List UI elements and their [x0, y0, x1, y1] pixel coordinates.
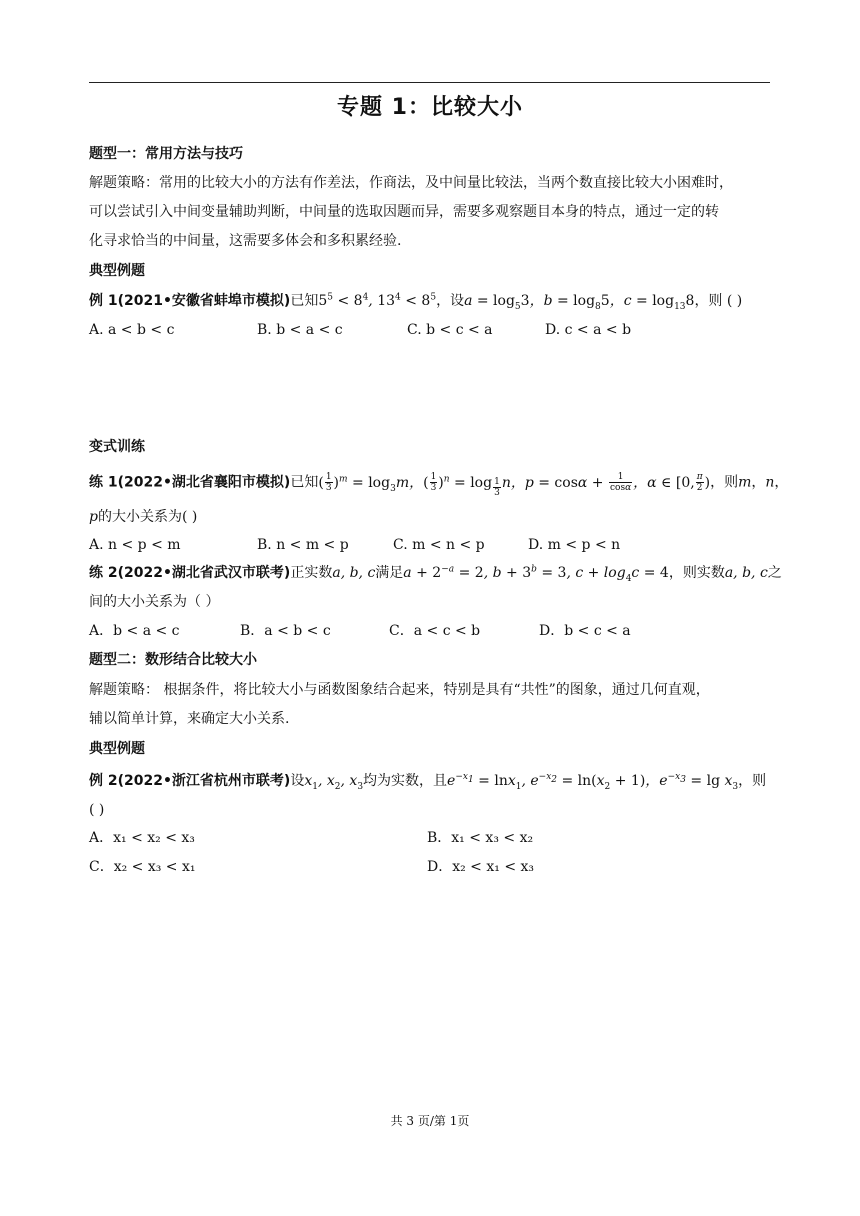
example1-option-c[interactable]: C. b < c < a [407, 322, 493, 338]
typical-heading-2: 典型例题 [89, 741, 145, 757]
practice1-option-d[interactable]: D. m < p < n [528, 537, 621, 553]
example2-source: (2022•浙江省杭州市联考) [117, 773, 291, 789]
example2-option-a[interactable]: A．x₁ < x₂ < x₃ [89, 830, 195, 846]
practice2-stem: 练 2(2022•湖北省武汉市联考)正实数a, b, c满足$a + 2^{-a} = 2$, $b + 3^b = 3$, $c + \log_4c = 4$，则实数a, b, c之 [89, 564, 782, 584]
practice2-source: (2022•湖北省武汉市联考) [117, 565, 291, 581]
page-footer: 共 3 页/第 1页 [390, 1114, 470, 1128]
strategy1-line1: 解题策略：常用的比较大小的方法有作差法，作商法，及中间量比较法，当两个数直接比较大小困难时， [89, 175, 733, 191]
example2-line2: ( ) [89, 802, 105, 818]
practice2-option-b[interactable]: B．a < b < c [240, 623, 331, 639]
practice1-option-b[interactable]: B. n < m < p [257, 537, 349, 553]
example1-option-b[interactable]: B. b < a < c [257, 322, 343, 338]
strategy1-line2: 可以尝试引入中间变量辅助判断，中间量的选取因题而异，需要多观察题目本身的特点，通过一定的转 [89, 204, 719, 220]
typical-heading-1: 典型例题 [89, 263, 145, 279]
practice1-source: (2022•湖北省襄阳市模拟) [117, 474, 291, 491]
practice1-stem: 练 1(2022•湖北省襄阳市模拟)已知( $\frac{1}{3}$ )$^m = \log_3m$，( $\frac{1}{3}$ )$^n$ = log $_{\frac{1}{3}}$ n，p = cosα + $\frac{1}{\cos\alpha}$ ，α ∈ [0, $\frac{\pi}{2}$ )，则m，n， [89, 472, 789, 499]
example2-stem: 例 2(2022•浙江省杭州市联考)设$x_1$, $x_2$, $x_3$均为实数，且$e^{-x_1} = \ln x_1$, $e^{-x_2} = \ln(x_2 + 1)$，$e^{-x_3} = \lg x_3$，则 [89, 772, 767, 792]
practice1-label: 练 1 [89, 474, 118, 491]
example1-defs: $a = \log_53$，$b = \log_85$，$c = \log_{13}8$ [464, 293, 695, 312]
practice1-line2: p的大小关系为( ) [89, 509, 198, 525]
section1-heading: 题型一：常用方法与技巧 [89, 146, 243, 162]
example1-label: 例 1 [89, 293, 118, 309]
example1-option-d[interactable]: D. c < a < b [545, 322, 632, 338]
practice2-option-c[interactable]: C．a < c < b [389, 623, 481, 639]
practice2-label: 练 2 [89, 565, 118, 581]
example1-given: $5^5 < 8^4$, $13^4 < 8^5$ [318, 292, 437, 309]
practice2-option-d[interactable]: D．b < c < a [539, 623, 631, 639]
variant-heading: 变式训练 [89, 439, 145, 455]
page-title: 专题 1：比较大小 [337, 95, 523, 120]
section2-heading: 题型二：数形结合比较大小 [89, 652, 257, 668]
example1-option-a[interactable]: A. a < b < c [89, 322, 175, 338]
example2-option-c[interactable]: C．x₂ < x₃ < x₁ [89, 859, 196, 875]
practice2-line2: 间的大小关系为（ ） [89, 594, 220, 610]
example2-option-b[interactable]: B．x₁ < x₃ < x₂ [427, 830, 534, 846]
practice2-option-a[interactable]: A．b < a < c [89, 623, 180, 639]
example2-conditions: $e^{-x_1} = \ln x_1$, $e^{-x_2} = \ln(x_2 + 1)$，$e^{-x_3} = \lg x_3$ [447, 772, 739, 792]
example1-source: (2021•安徽省蚌埠市模拟) [117, 293, 291, 309]
example2-option-d[interactable]: D．x₂ < x₁ < x₃ [427, 859, 535, 875]
example2-label: 例 2 [89, 773, 118, 789]
example1-stem: 例 1(2021•安徽省蚌埠市模拟)已知$5^5 < 8^4$, $13^4 < 8^5$，设$a = \log_53$，$b = \log_85$，$c = \log_{13}8$，则 ( ) [89, 292, 743, 312]
practice1-option-c[interactable]: C. m < n < p [393, 537, 485, 553]
strategy1-line3: 化寻求恰当的中间量，这需要多体会和多积累经验. [89, 233, 402, 249]
header-rule [89, 82, 770, 83]
strategy2-line1: 解题策略： 根据条件，将比较大小与函数图象结合起来，特别是具有“共性”的图象，通过几何直观， [89, 682, 710, 698]
strategy2-line2: 辅以简单计算，来确定大小关系. [89, 711, 290, 727]
practice1-conditions: ( $\frac{1}{3}$ )$^m = \log_3m$，( $\frac{1}{3}$ )$^n$ = log $_{\frac{1}{3}}$ n，p = cosα + $\frac{1}{\cos\alpha}$ ，α ∈ [0, $\frac{\pi}{2}$ ) [318, 472, 711, 499]
practice1-option-a[interactable]: A. n < p < m [89, 537, 181, 553]
practice2-conditions: $a + 2^{-a} = 2$, $b + 3^b = 3$, $c + \log_4c = 4$ [403, 564, 669, 584]
